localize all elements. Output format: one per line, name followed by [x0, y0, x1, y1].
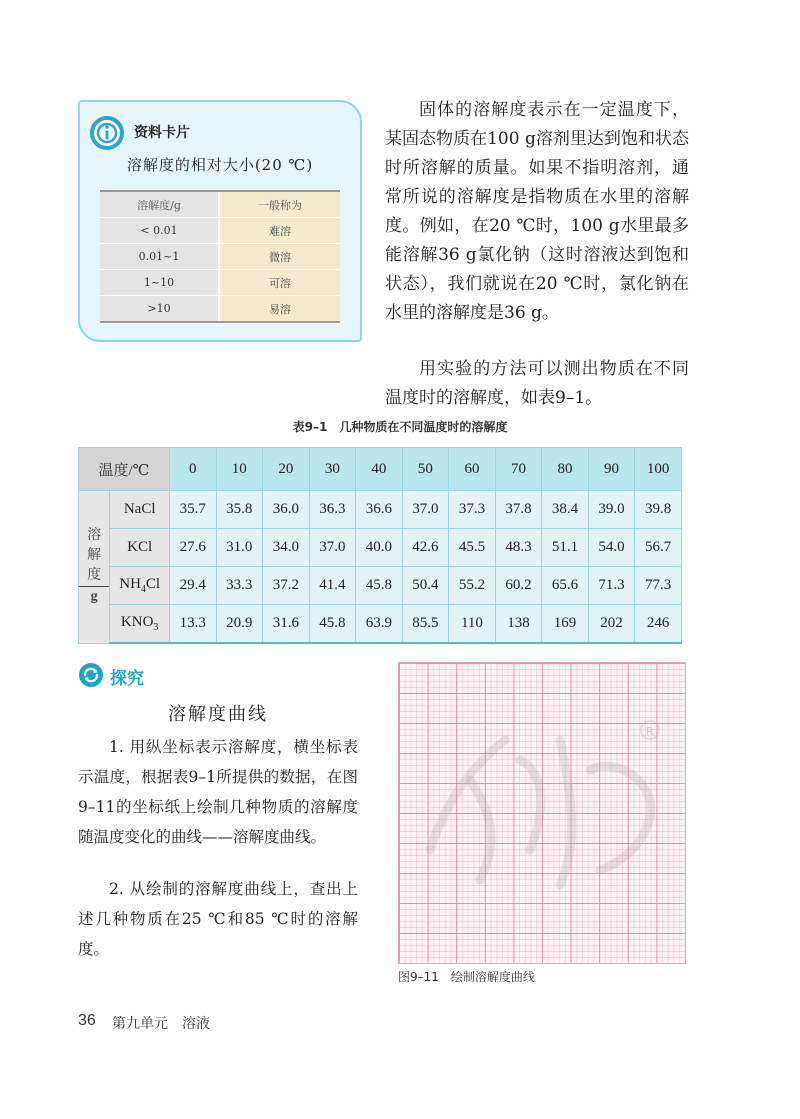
substance-name: $KNO_3$: [110, 605, 170, 644]
table-cell: 41.4: [309, 567, 356, 605]
table-cell: 45.8: [356, 567, 403, 605]
table-row: [79, 491, 682, 529]
explore-title: 溶解度曲线: [168, 704, 268, 725]
table-cell: 45.5: [449, 529, 496, 567]
info-card-term: 易溶: [219, 296, 340, 323]
temperature-cell: 10: [216, 448, 263, 491]
substance-name: $NH_4Cl$: [110, 567, 170, 605]
info-card-row: [100, 270, 340, 296]
temperature-cell: 50: [402, 448, 449, 491]
table-cell: 85.5: [402, 605, 449, 644]
table-cell: 35.8: [216, 491, 263, 529]
info-card-term: 可溶: [219, 270, 340, 296]
table-cell: 54.0: [588, 529, 635, 567]
explore-label: 探究: [110, 669, 144, 689]
table-row: [79, 605, 682, 644]
table-cell: 202: [588, 605, 635, 644]
explore-task-1: 1. 用纵坐标表示溶解度，横坐标表示温度，根据表9–1所提供的数据，在图9–11的坐标纸上绘制几种物质的溶解度随温度变化的曲线——溶解度曲线。: [78, 738, 358, 846]
info-card-range: 0.01~1: [100, 244, 219, 270]
temperature-cell: 20: [263, 448, 310, 491]
table-cell: 39.8: [635, 491, 682, 529]
substance-name: KCl: [110, 529, 170, 567]
table-cell: 37.0: [402, 491, 449, 529]
table-cell: 33.3: [216, 567, 263, 605]
explore-task-2: 2. 从绘制的溶解度曲线上，查出上述几种物质在25 ℃和85 ℃时的溶解度。: [78, 880, 358, 958]
info-card-row: [100, 244, 340, 270]
info-card-col-term: 一般称为: [219, 191, 340, 218]
table-row: [79, 529, 682, 567]
experiment-paragraph: 用实验的方法可以测出物质在不同温度时的溶解度，如表9–1。: [385, 359, 689, 408]
table-cell: 31.6: [263, 605, 310, 644]
info-card-table: [100, 190, 340, 323]
temperature-cell: 100: [635, 448, 682, 491]
side-char: 解: [87, 548, 102, 564]
table-cell: 42.6: [402, 529, 449, 567]
info-card-term: 难溶: [219, 218, 340, 244]
info-card-title: 溶解度的相对大小(20 ℃): [126, 156, 314, 174]
temperature-header-row: [79, 448, 682, 491]
table-cell: 36.0: [263, 491, 310, 529]
solubility-table: [78, 447, 682, 644]
info-card-row: [100, 296, 340, 323]
solubility-definition-paragraph: 固体的溶解度表示在一定温度下，某固态物质在100 g溶剂里达到饱和状态时所溶解的质量。如果不指明溶剂，通常所说的溶解度是指物质在水里的溶解度。例如，在20 ℃时，100 g水里最多能溶解36 g氯化钠（这时溶液达到饱和状态），我们就说在20 ℃时，氯化钠在水里的溶解度是36 g。: [385, 100, 689, 323]
table-cell: 31.0: [216, 529, 263, 567]
table-cell: 138: [495, 605, 542, 644]
unit-label: 第九单元 溶液: [112, 1016, 210, 1032]
table-cell: 40.0: [356, 529, 403, 567]
table-caption: 表9–1 几种物质在不同温度时的溶解度: [292, 420, 508, 434]
table-row: [79, 567, 682, 605]
table-cell: 56.7: [635, 529, 682, 567]
table-cell: 27.6: [170, 529, 217, 567]
table-cell: 55.2: [449, 567, 496, 605]
publisher-watermark-icon: [410, 700, 690, 900]
temperature-cell: 70: [495, 448, 542, 491]
table-cell: 60.2: [495, 567, 542, 605]
table-cell: 13.3: [170, 605, 217, 644]
table-cell: 63.9: [356, 605, 403, 644]
svg-text:R: R: [646, 725, 654, 738]
table-cell: 38.4: [542, 491, 589, 529]
table-cell: 169: [542, 605, 589, 644]
table-cell: 51.1: [542, 529, 589, 567]
info-card-icon: [90, 116, 124, 150]
table-cell: 37.3: [449, 491, 496, 529]
table-cell: 20.9: [216, 605, 263, 644]
table-cell: 35.7: [170, 491, 217, 529]
table-cell: 77.3: [635, 567, 682, 605]
side-char: g: [90, 589, 98, 605]
page-number: 36: [78, 1012, 96, 1029]
table-cell: 36.6: [356, 491, 403, 529]
temperature-cell: 80: [542, 448, 589, 491]
table-cell: 45.8: [309, 605, 356, 644]
table-cell: 34.0: [263, 529, 310, 567]
temperature-cell: 40: [356, 448, 403, 491]
side-char: 溶: [87, 528, 102, 544]
table-cell: 65.6: [542, 567, 589, 605]
figure-caption: 图9–11 绘制溶解度曲线: [398, 970, 535, 984]
explore-icon: [78, 662, 104, 688]
info-card-range: < 0.01: [100, 218, 219, 244]
temperature-cell: 0: [170, 448, 217, 491]
temperature-cell: 60: [449, 448, 496, 491]
info-card-range: >10: [100, 296, 219, 323]
table-cell: 110: [449, 605, 496, 644]
table-cell: 37.0: [309, 529, 356, 567]
temperature-cell: 30: [309, 448, 356, 491]
solubility-unit-label: [79, 491, 110, 644]
temperature-cell: 90: [588, 448, 635, 491]
info-card-heading: 资料卡片: [134, 125, 190, 141]
temperature-header: 温度/℃: [79, 448, 170, 491]
table-cell: 50.4: [402, 567, 449, 605]
info-card-row: [100, 218, 340, 244]
info-card: [78, 100, 362, 342]
table-cell: 71.3: [588, 567, 635, 605]
table-cell: 37.2: [263, 567, 310, 605]
table-cell: 39.0: [588, 491, 635, 529]
substance-name: NaCl: [110, 491, 170, 529]
table-cell: 29.4: [170, 567, 217, 605]
info-card-range: 1~10: [100, 270, 219, 296]
table-cell: 37.8: [495, 491, 542, 529]
table-cell: 48.3: [495, 529, 542, 567]
table-cell: 36.3: [309, 491, 356, 529]
table-cell: 246: [635, 605, 682, 644]
info-card-term: 微溶: [219, 244, 340, 270]
info-card-header-row: [100, 191, 340, 218]
side-char: 度: [79, 566, 109, 587]
info-card-col-solubility: 溶解度/g: [100, 191, 219, 218]
